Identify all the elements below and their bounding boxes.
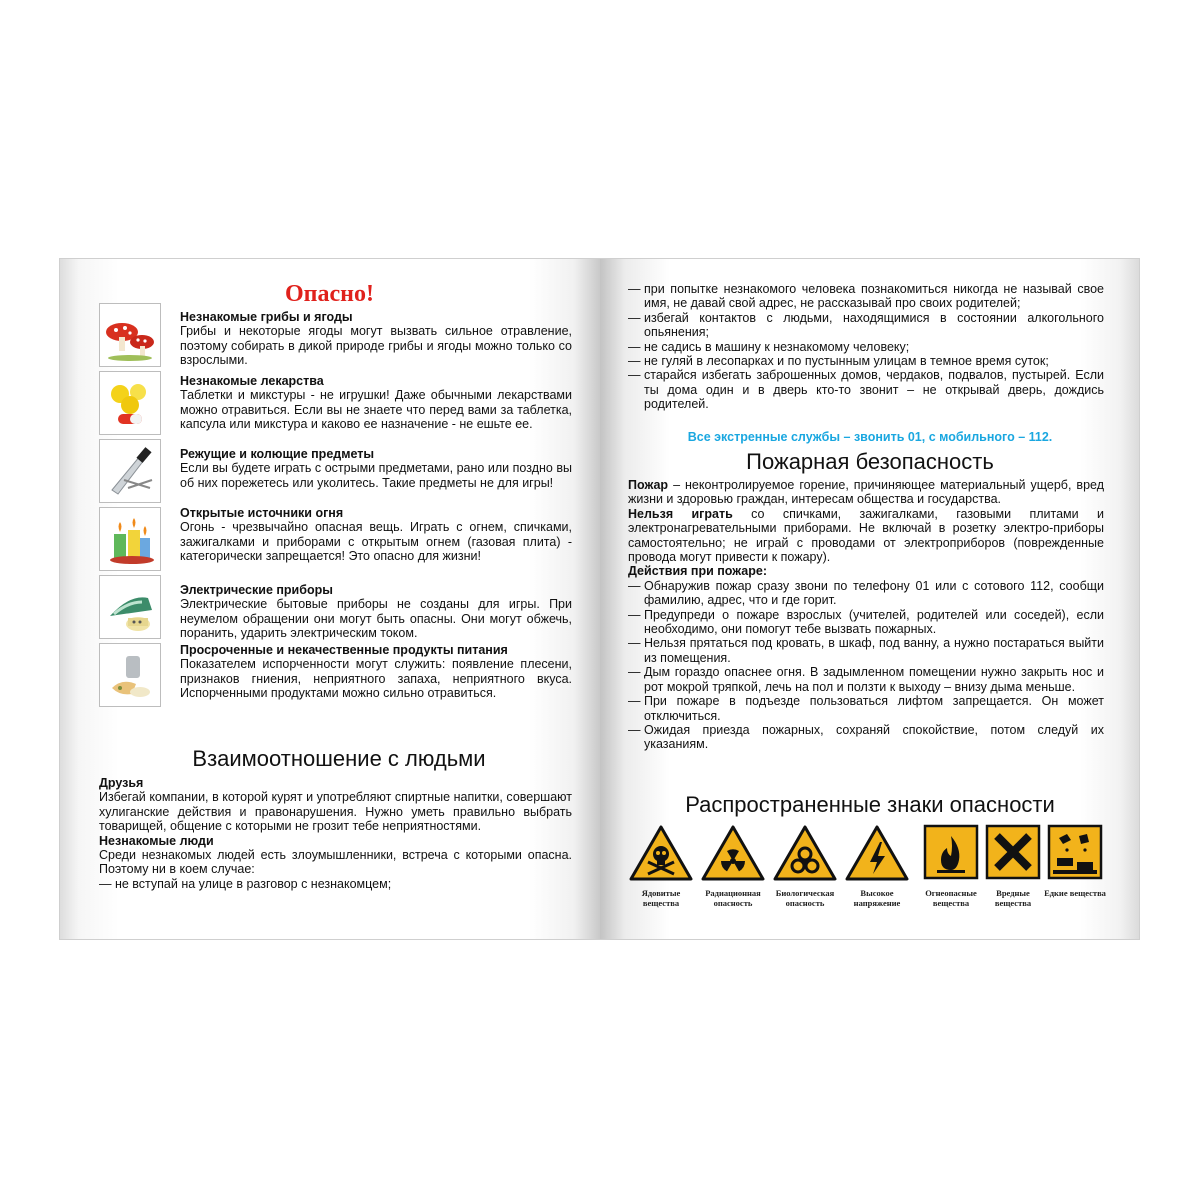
hazard-signs-row [628, 824, 1108, 924]
mushroom-icon [99, 303, 161, 367]
left-page [59, 258, 600, 940]
friends-body: Избегай компании, в которой курят и употребляют спиртные напитки, совершают хулиганские действия и правонарушения. Нужно уметь правильно выбрать товарищей, общение с которыми не грозит тебе неприятностями. [99, 790, 572, 834]
friends-block [99, 776, 572, 891]
hazard-sign-biohazard [772, 824, 838, 908]
danger-section-electrical [180, 583, 572, 641]
hazard-sign-label: Биологическая опасность [775, 888, 835, 908]
danger-body: Электрические бытовые приборы не созданы для игры. При неумелом обращении они могут быть опасны. Они могут обжечь, поранить, ударить электрическим током. [180, 597, 572, 641]
food-icon [99, 643, 161, 707]
fire-actions-title: Действия при пожаре: [628, 564, 767, 579]
corrosive-icon [1047, 824, 1103, 882]
danger-section-fire [180, 506, 572, 564]
list-item: — При пожаре в подъезде пользоваться лифтом запрещается. Он может отключиться. [628, 694, 1104, 723]
list-item: — избегай контактов с людьми, находящимися в состоянии алкогольного опьянения; [628, 310, 1104, 340]
danger-heading: Опасно! [285, 281, 374, 307]
list-item: — Обнаружив пожар сразу звони по телефону 01 или с сотового 112, сообщи фамилию, адрес, что и где горит. [628, 578, 1104, 608]
strangers-body: Среди незнакомых людей есть злоумышленники, встреча с которыми опасна. Поэтому ни в коем случае: [99, 848, 572, 877]
pills-icon [99, 371, 161, 435]
hazard-sign-label: Радиационная опасность [705, 888, 761, 908]
no-play-rule: Нельзя играть со спичками, зажигалками, газовыми плитами и электронагревательными приборами. Не включай в розетку электро-приборы самостоятельно; не играй с проводами от электроприборов (поврежденные провода могут привести к пожару). [628, 506, 1104, 565]
knife-icon [99, 439, 161, 503]
skull-icon [628, 824, 694, 882]
high-voltage-icon [844, 824, 910, 882]
friends-title: Друзья [99, 776, 144, 790]
list-item: — старайся избегать заброшенных домов, чердаков, подвалов, пустырей. Если ты дома один и в дверь кто-то звонит – не открывай дверь, дождись родителей. [628, 368, 1104, 412]
hazard-sign-label: Вредные вещества [994, 888, 1032, 908]
hazard-sign-voltage [844, 824, 910, 908]
danger-section-medicines [180, 374, 572, 432]
danger-title: Открытые источники огня [180, 506, 344, 520]
strangers-item: — не вступай на улице в разговор с незнакомцем; [99, 876, 392, 891]
hazard-sign-toxic [628, 824, 694, 908]
danger-body: Таблетки и микстуры - не игрушки! Даже обычными лекарствами можно отравиться. Если вы не знаете что перед вами за таблетка, капсула или микстура и каково ее назначение - не ешьте ее. [180, 388, 572, 432]
danger-title: Просроченные и некачественные продукты питания [180, 643, 508, 657]
strangers-rules-list [628, 282, 1104, 412]
hazard-sign-flammable [918, 824, 984, 908]
danger-section-mushrooms [180, 310, 572, 368]
harmful-icon [985, 824, 1041, 882]
booklet-spread [59, 258, 1140, 940]
candles-icon [99, 507, 161, 571]
danger-section-spoiled-food [180, 643, 572, 701]
list-item: — Дым гораздо опаснее огня. В задымленном помещении нужно закрыть нос и рот мокрой тряпкой, лечь на пол и ползти к выходу – внизу дыма меньше. [628, 665, 1104, 694]
biohazard-icon [772, 824, 838, 882]
list-item: — Нельзя прятаться под кровать, в шкаф, под ванну, а нужно постараться выйти из помещения. [628, 636, 1104, 665]
danger-body: Показателем испорченности могут служить: появление плесени, признаков гниения, неприятного запаха, неприятного вкуса. Испорченными продуктами можно сильно отравиться. [180, 657, 572, 701]
list-item: — не гуляй в лесопарках и по пустынным улицам в темное время суток; [628, 354, 1049, 369]
danger-body: Огонь - чрезвычайно опасная вещь. Играть с огнем, спичками, зажигалками и приборами с открытым огнем (газовая плита) - категорически запрещается! Это опасно для жизни! [180, 520, 572, 564]
hazard-signs-heading: Распространенные знаки опасности [685, 792, 1055, 817]
iron-icon [99, 575, 161, 639]
list-item: — Ожидая приезда пожарных, сохраняй спокойствие, потом следуй их указаниям. [628, 722, 1104, 752]
list-item: — Предупреди о пожаре взрослых (учителей, родителей или соседей), если необходимо, они помогут тебе вызвать пожарных. [628, 607, 1104, 637]
hazard-sign-label: Огнеопасные вещества [925, 888, 977, 908]
right-page [600, 258, 1140, 940]
fire-definition: Пожар – неконтролируемое горение, причиняющее материальный ущерб, вред жизни и здоровью граждан, интересам общества и государства. [628, 478, 1104, 507]
danger-title: Режущие и колющие предметы [180, 447, 375, 461]
danger-body: Грибы и некоторые ягоды могут вызвать сильное отравление, поэтому собирать в дикой природе грибы и ягоды можно только со взрослыми. [180, 324, 572, 368]
list-item: — при попытке незнакомого человека познакомиться никогда не называй своe имя, не давай свой адрес, не рассказывай про своих родителей; [628, 282, 1104, 311]
radiation-icon [700, 824, 766, 882]
hazard-sign-label: Едкие вещества [1044, 888, 1106, 898]
strangers-title: Незнакомые люди [99, 833, 214, 848]
danger-title: Незнакомые лекарства [180, 374, 324, 388]
fire-safety-text [628, 478, 1104, 752]
hazard-sign-label: Высокое напряжение [853, 888, 901, 908]
danger-title: Незнакомые грибы и ягоды [180, 310, 353, 324]
danger-body: Если вы будете играть с острыми предметами, рано или поздно вы об них порежетесь или уколитесь. Такие предметы не для игры! [180, 461, 572, 490]
emergency-numbers: Все экстренные службы – звонить 01, с мобильного – 112. [687, 430, 1053, 444]
danger-icons-column [99, 303, 163, 711]
fire-safety-heading: Пожарная безопасность [746, 449, 994, 474]
hazard-sign-harmful [980, 824, 1046, 908]
danger-section-sharp-objects [180, 447, 572, 490]
hazard-sign-label: Ядовитые вещества [641, 888, 681, 908]
hazard-sign-radiation [700, 824, 766, 908]
hazard-sign-corrosive [1042, 824, 1108, 898]
flammable-icon [923, 824, 979, 882]
danger-title: Электрические приборы [180, 583, 333, 597]
relations-heading: Взаимоотношение с людьми [192, 746, 486, 771]
list-item: — не садись в машину к незнакомому человеку; [628, 339, 910, 354]
